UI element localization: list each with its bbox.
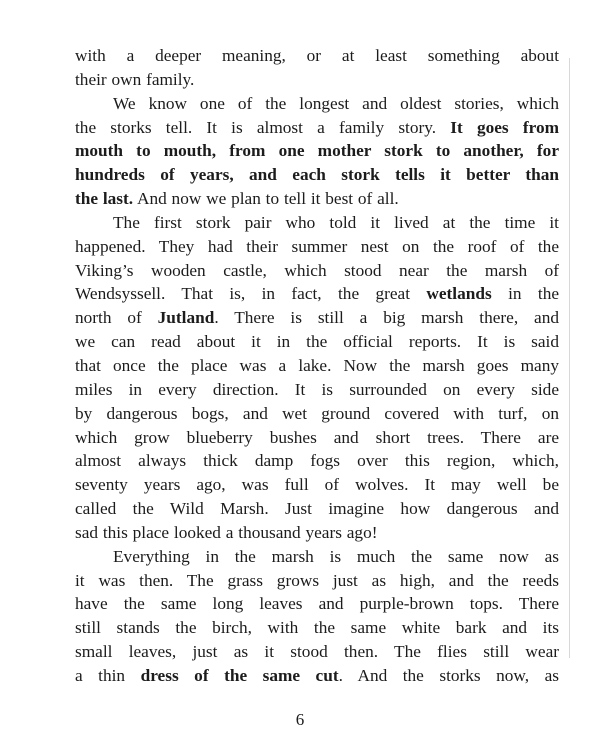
text-run: We know one of the longest and oldest stories, which: [113, 93, 559, 113]
text-line: [75, 640, 559, 664]
text-line: [75, 592, 559, 616]
bold-text-run: mouth to mouth, from one mother stork to another, for: [75, 141, 559, 161]
story-text-block: [75, 44, 559, 688]
text-line: [75, 521, 559, 545]
text-run: called the Wild Marsh. Just imagine how dangerous and: [75, 499, 559, 519]
text-line: [75, 306, 559, 330]
text-run: we can read about it in the official reports. It is said: [75, 332, 559, 352]
text-line: [75, 378, 559, 402]
text-line: [75, 545, 559, 569]
text-line: [75, 68, 559, 92]
text-line: [75, 354, 559, 378]
text-run: their own family.: [75, 69, 195, 89]
text-run: . And the storks now, as: [338, 665, 560, 685]
page-number: 6: [295, 710, 305, 729]
bold-text-run: Jutland: [157, 308, 215, 328]
text-run: Wendsyssell. That is, in fact, the great: [75, 284, 427, 304]
bold-text-run: It goes from: [450, 117, 559, 137]
text-run: The first stork pair who told it lived at the time it: [113, 212, 559, 232]
text-line: [75, 116, 559, 140]
text-run: which grow blueberry bushes and short trees. There are: [75, 427, 559, 447]
text-line: [75, 139, 559, 163]
text-line: [75, 449, 559, 473]
text-line: [75, 211, 559, 235]
text-line: [75, 330, 559, 354]
text-line: [75, 664, 559, 688]
bold-text-run: wetlands: [426, 284, 492, 304]
text-run: almost always thick damp fogs over this region, which,: [75, 451, 559, 471]
text-line: [75, 163, 559, 187]
text-run: have the same long leaves and purple-brown tops. There: [75, 594, 559, 614]
text-line: [75, 426, 559, 450]
text-run: with a deeper meaning, or at least something about: [75, 46, 559, 65]
text-line: [75, 473, 559, 497]
text-run: miles in every direction. It is surrounded on every side: [75, 379, 559, 399]
text-run: happened. They had their summer nest on the roof of the: [75, 236, 559, 256]
text-run: north of: [75, 308, 158, 328]
text-line: [75, 187, 559, 211]
text-line: [75, 569, 559, 593]
text-run: seventy years ago, was full of wolves. It may well be: [75, 475, 559, 495]
text-line: [75, 259, 559, 283]
bold-text-run: hundreds of years, and each stork tells it better than: [75, 165, 559, 185]
text-run: the storks tell. It is almost a family story.: [75, 117, 451, 137]
text-run: that once the place was a lake. Now the marsh goes many: [75, 355, 559, 375]
page-edge-line: [569, 58, 570, 658]
text-run: still stands the birch, with the same white bark and its: [75, 618, 559, 638]
text-line: [75, 44, 559, 68]
text-line: [75, 497, 559, 521]
text-run: small leaves, just as it stood then. The flies still wear: [75, 642, 559, 662]
text-run: a thin: [75, 665, 141, 685]
bold-text-run: dress of the same cut: [140, 665, 339, 685]
text-run: in the: [491, 284, 559, 304]
text-run: by dangerous bogs, and wet ground covered with turf, on: [75, 403, 559, 423]
text-line: [75, 235, 559, 259]
text-run: sad this place looked a thousand years ago!: [75, 522, 378, 542]
bold-text-run: the last.: [75, 189, 134, 209]
text-line: [75, 616, 559, 640]
text-line: [75, 402, 559, 426]
text-run: Everything in the marsh is much the same now as: [113, 546, 559, 566]
text-run: . There is still a big marsh there, and: [214, 308, 559, 328]
text-run: it was then. The grass grows just as high, and the reeds: [75, 570, 559, 590]
text-line: [75, 92, 559, 116]
text-line: [75, 282, 559, 306]
text-run: Viking’s wooden castle, which stood near the marsh of: [75, 260, 559, 280]
text-run: And now we plan to tell it best of all.: [133, 189, 399, 209]
